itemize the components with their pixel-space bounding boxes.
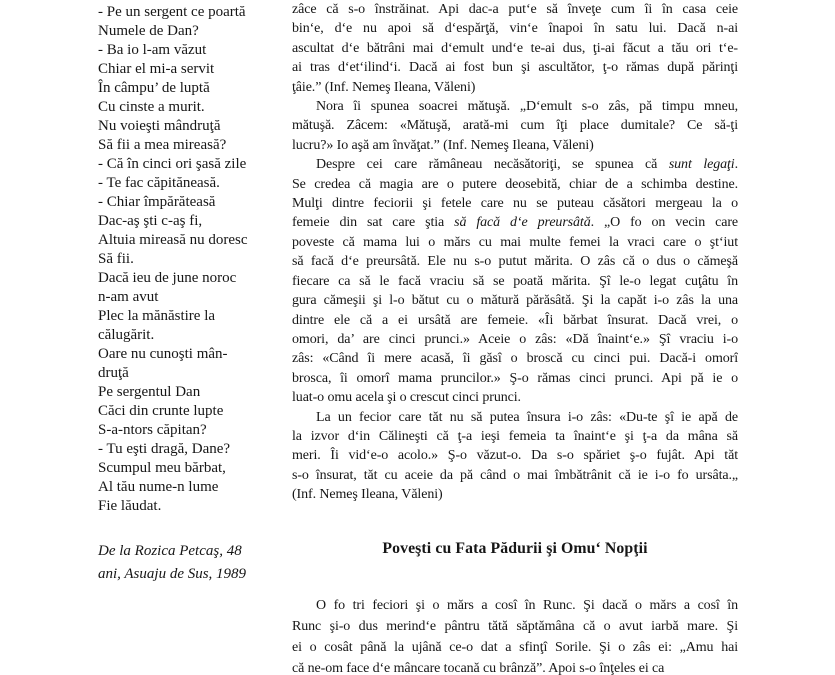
paragraph — [292, 0, 738, 97]
text-line: luat-o omu acela şi o crescut cinci prunci. — [292, 390, 521, 406]
text-line: omori, da’ are cinci prunci.» Aceie o zâs: «Dă înaint‘e.» Şî vraciu i-o — [292, 331, 738, 347]
text-line: să facă d‘e preursâtă. Ele nu s-o putut mărita. O zâs că o dus o cămeşă — [292, 254, 738, 270]
poem-line: Scumpul meu bărbat, — [98, 460, 226, 476]
text-line: Mulţi dintre feciorii şi fetele care nu se puteau căsători mergeau la o — [292, 196, 738, 212]
prose-section — [292, 0, 738, 505]
text-line: La un fecior care tăt nu să putea însura i-o zâs: «Du-te şî ie apă de — [316, 409, 738, 425]
poem-line: Oare nu cunoşti mân- — [98, 346, 228, 362]
text-line: că ne-om face d‘e mâncare tocană cu brânză”. Apoi s-o înţeles ei ca — [292, 660, 665, 675]
text-line: gura cămeşii şi l-o bătut cu o mătură părăsâtă. Şi la capăt i-o zâs la una — [292, 293, 738, 309]
poem-line: - Că în cinci ori şasă zile — [98, 156, 247, 172]
poem-line: Chiar el mi-a servit — [98, 61, 215, 77]
text-line: Runc şi-o dus merind‘e pântru tătă săptămâna că o avut iarbă mare. Şi — [292, 618, 738, 634]
section-heading: Poveşti cu Fata Pădurii şi Omu‘ Nopţii — [382, 539, 648, 557]
text-line: mătuşă. Zâcem: «Mătuşă, arată-mi cum îţi place dumitale? Ce să-ţi — [292, 118, 738, 134]
poem-line: n-am avut — [98, 289, 159, 305]
poem-line: - Te fac căpităneasă. — [98, 175, 220, 191]
poem-line: - Chiar împărăteasă — [98, 194, 216, 210]
text-line: ascultat d‘e bătrâni mai d‘emult und‘e te-ai dus, ţi-ai făcut a tău ori t‘e- — [292, 40, 738, 56]
prose-section-after-heading — [292, 595, 738, 675]
paragraph — [292, 155, 738, 407]
text-line: (Inf. Nemeş Ileana, Văleni) — [292, 487, 443, 503]
text-line: ai tras d‘et‘ilind‘i. Dacă ai fost bun şi ascultător, ţ-o rămas după părinţi — [292, 60, 738, 76]
text-line: meri. Îi vid‘e-o acolo.» Ş-o văzut-o. Da s-o spăriet ş-o fujât. Api tăt — [292, 448, 738, 464]
poem-line: Numele de Dan? — [98, 23, 199, 39]
right-column — [292, 0, 738, 675]
poem-line: Plec la mănăstire la — [98, 308, 216, 324]
poem-line: Dacă ieu de june noroc — [98, 270, 237, 286]
poem-line: călugărit. — [98, 327, 155, 343]
text-line: zâce că s-o înstrăinat. Api dac-a put‘e să înveţe cum îi în casa ceie — [292, 2, 738, 17]
poem-line: Cu cinste a murit. — [98, 99, 205, 115]
text-line: Despre cei care rămâneau necăsătoriţi, se spunea că sunt legaţi. — [316, 157, 738, 173]
text-line: poveste că mama lui o mărs cu mai multe femei la vraci care o şt‘iut — [292, 234, 738, 250]
poem-line: - Pe un sergent ce poartă — [98, 4, 246, 20]
poem-line: Nu voieşti mândruţă — [98, 118, 221, 134]
poem-line: druţă — [98, 365, 129, 381]
text-line: Nora îi spunea soacrei mătuşă. „D‘emult s-o zâs, pă timpu mneu, — [316, 99, 738, 115]
poem-line: Să fii. — [98, 251, 134, 267]
text-line: femeie din sat care ştia să facă d‘e preursâtă. „O fo on vecin care — [292, 215, 738, 231]
poem-line: - Ba io l-am văzut — [98, 42, 207, 58]
poem-attribution — [98, 540, 294, 585]
text-line: ţâie.” (Inf. Nemeş Ileana, Văleni) — [292, 79, 476, 95]
attribution-line: De la Rozica Petcaş, 48 — [98, 543, 242, 559]
text-line: lucru?» Io aşă am învăţat.” (Inf. Nemeş Ileana, Văleni) — [292, 137, 594, 153]
text-line: dintre ele că a ei ursâtă are femeie. «Îi bărbat însurat. Dacă vrei, o — [292, 312, 738, 328]
text-line: zâs: «Când îi mere acasă, îi găsî o broscă cu cinci pui. Dacă-i omorî — [292, 351, 738, 367]
poem-line: Să fii a mea mireasă? — [98, 137, 227, 153]
text-line: brosca, îi omorî mama pruncilor.» Ş-o rămas cinci prunci. Api pă ie o — [292, 370, 738, 386]
text-line: s-o însurat, tăt cu aceie da pă când o mai îmbătrânit că ie i-o fo ursâta.„ — [292, 467, 738, 483]
text-line: fiecare ca să le facă vraciu să se poată mărita. Şî le-o legat cuţâtu în — [292, 273, 738, 289]
poem-line: S-a-ntors căpitan? — [98, 422, 207, 438]
poem-line: - Tu eşti dragă, Dane? — [98, 441, 231, 457]
poem-line: Altuia mireasă nu doresc — [98, 232, 248, 248]
attribution-line: ani, Asuaju de Sus, 1989 — [98, 565, 247, 582]
poem-line: Pe sergentul Dan — [98, 384, 201, 400]
poem-line: În câmpu’ de luptă — [98, 80, 210, 96]
paragraph — [292, 595, 738, 675]
poem-line: Fie lăudat. — [98, 498, 162, 514]
poem-line: Dac-aş şti c-aş fi, — [98, 213, 203, 229]
text-line: bin‘e, d‘e nu apoi să d‘espărţă, vin‘e înapoi în satu lui. Dacă n-ai — [292, 21, 738, 37]
poem — [98, 3, 294, 516]
text-line: la izvor d‘in Călineşti că ţ-a ieşi femeia ta înaint‘e şi ţ-a da mâna să — [292, 428, 738, 444]
text-line: O fo tri feciori şi o mărs a cosî în Runc. Şi dacă o mărs a cosî în — [316, 597, 738, 613]
text-line: ei o cosât până la ujână ce-o dat a sfinţî Sorile. Şi o zâs ei: „Amu hai — [292, 639, 738, 655]
paragraph — [292, 97, 738, 155]
left-column — [98, 3, 294, 585]
text-line: Se credea că magia are o putere deosebită, chiar de a schimba destine. — [292, 176, 738, 192]
poem-line: Căci din crunte lupte — [98, 403, 224, 419]
paragraph — [292, 408, 738, 505]
poem-line: Al tău nume-n lume — [98, 479, 219, 495]
